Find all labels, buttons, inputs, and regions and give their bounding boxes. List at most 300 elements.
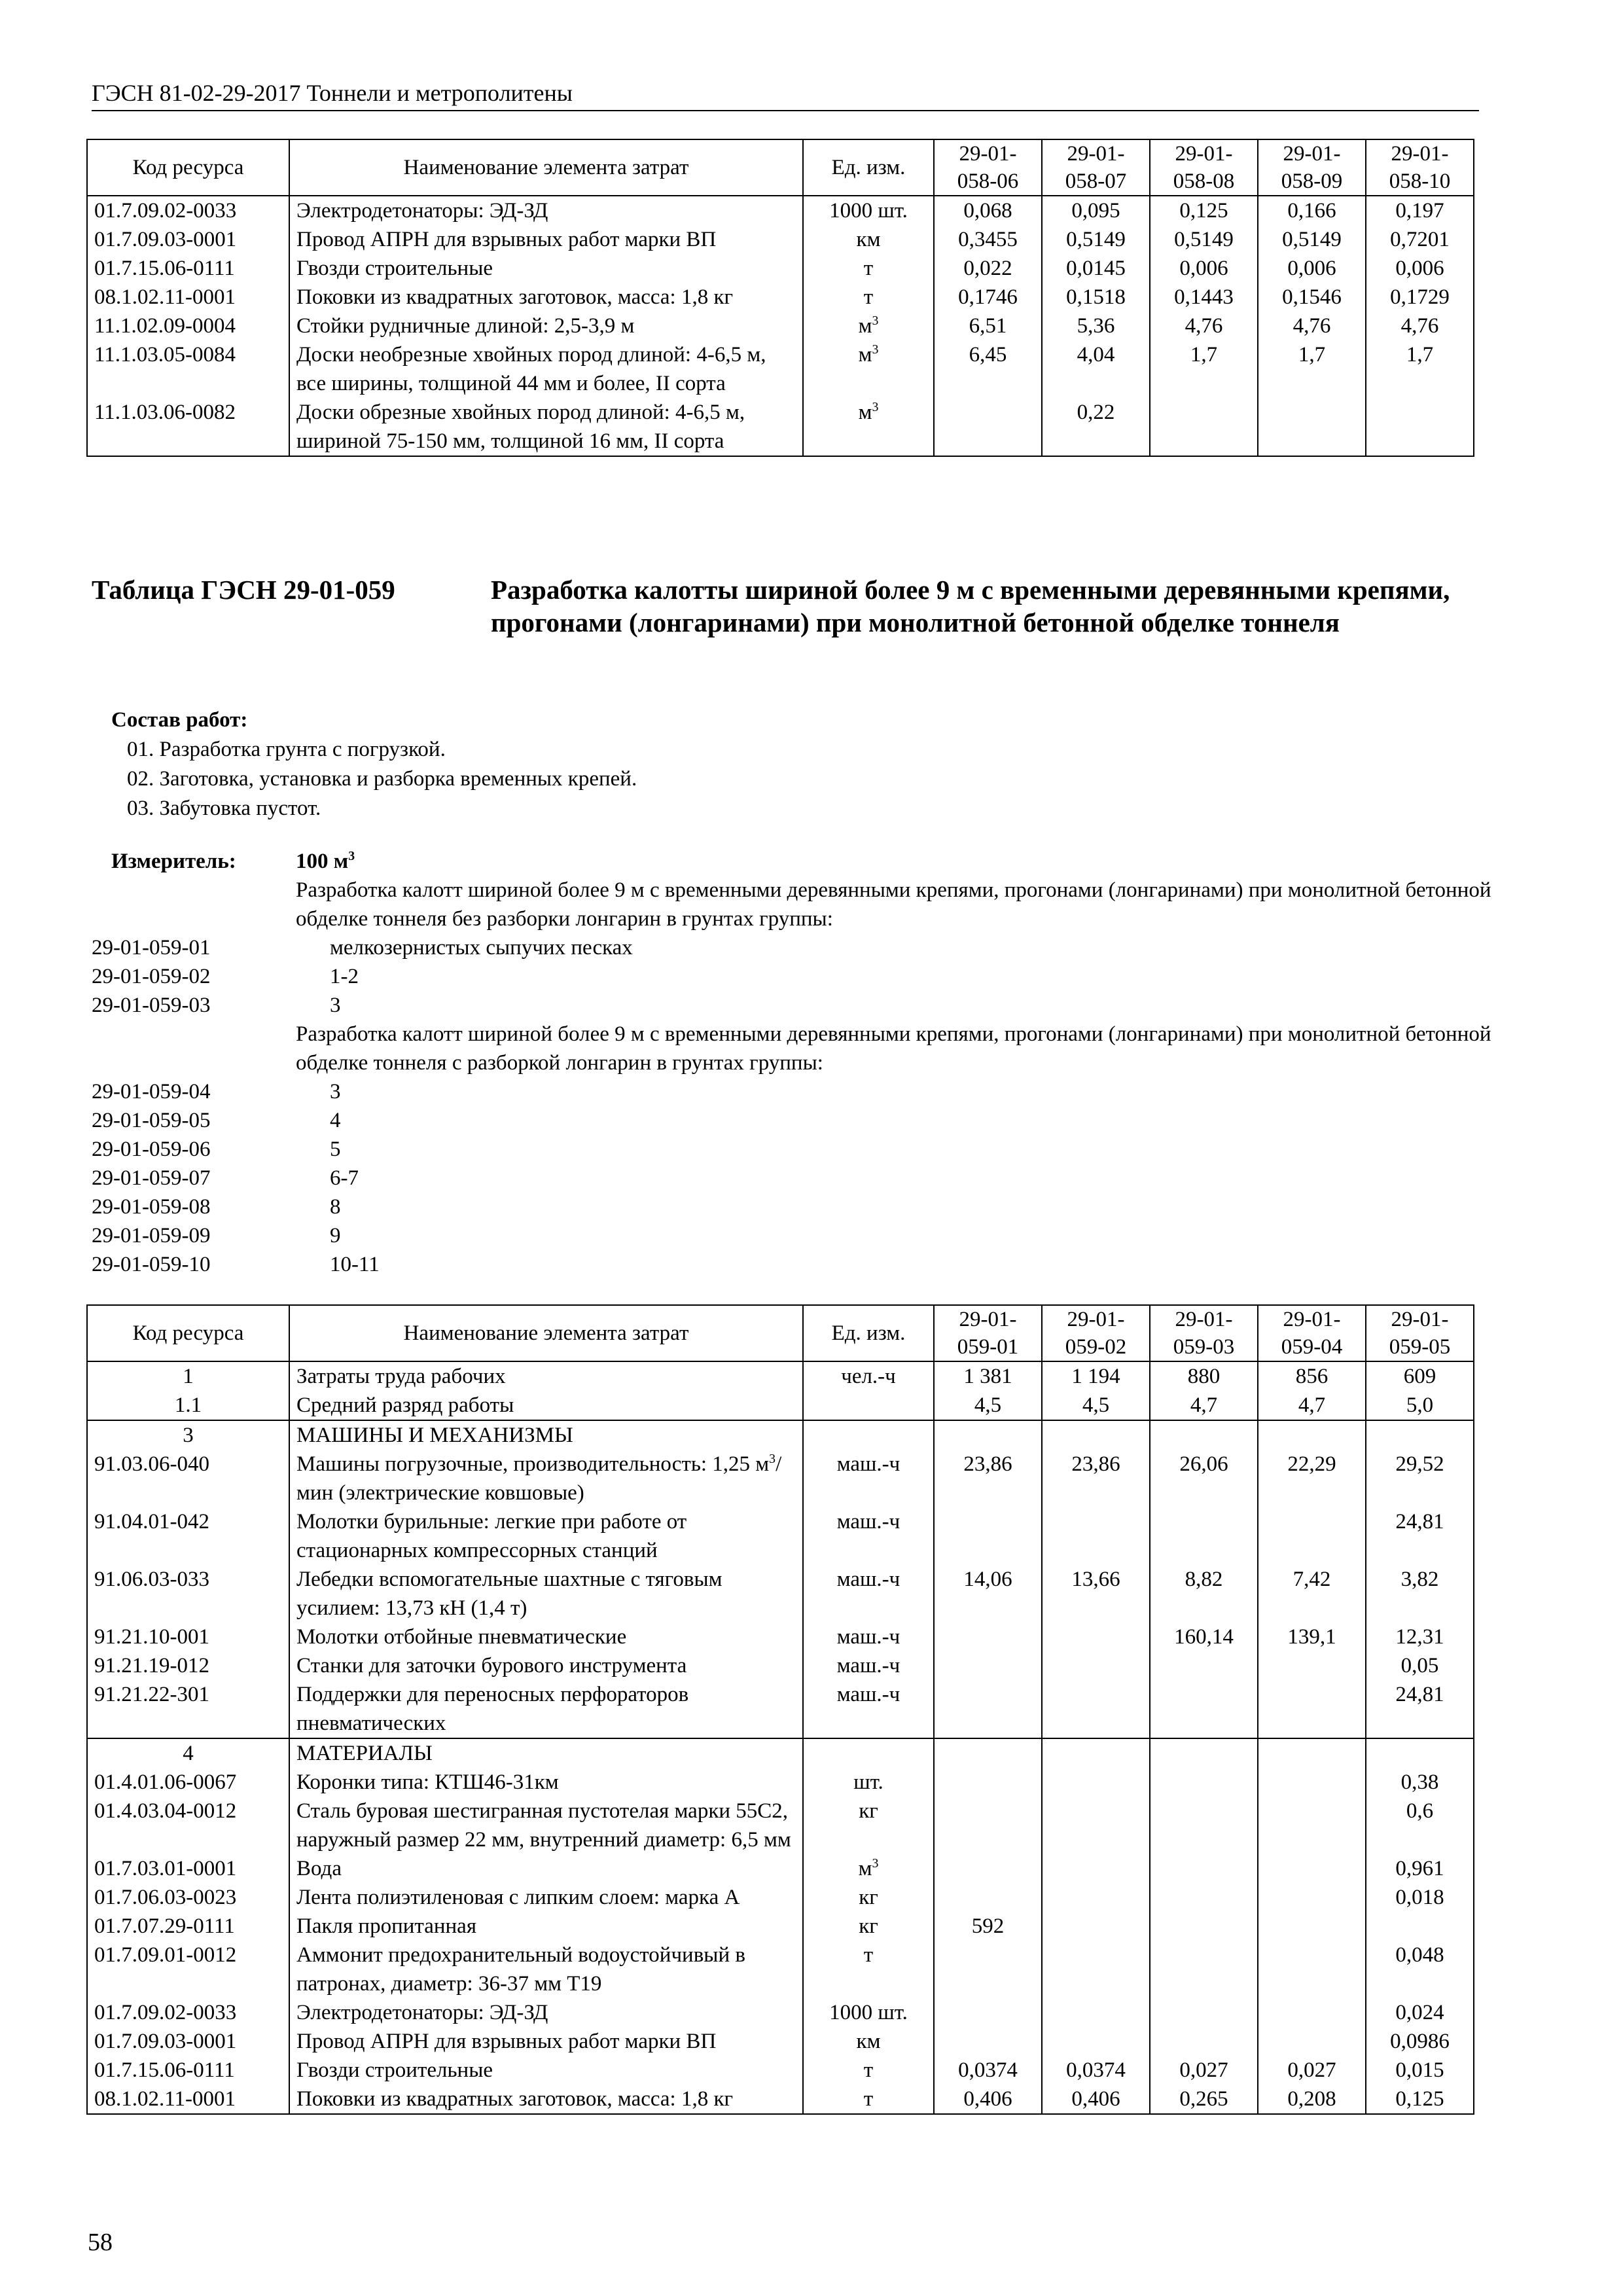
norm-list-item: [92, 933, 1499, 962]
cell-value: 0,1518: [1042, 283, 1150, 312]
cell-value: [1258, 1797, 1366, 1854]
cell-code: 91.06.03-033: [87, 1565, 289, 1623]
cell-value: 0,265: [1150, 2085, 1258, 2114]
cell-value: [1150, 1738, 1258, 1768]
cell-code: 08.1.02.11-0001: [87, 2085, 289, 2114]
table-row: [87, 1565, 1474, 1623]
cell-value: [1258, 1941, 1366, 1998]
cell-value: [934, 1680, 1042, 1738]
cell-unit: маш.-ч: [803, 1507, 934, 1565]
cell-name: Молотки бурильные: легкие при работе от стационарных компрессорных станций: [289, 1507, 803, 1565]
cell-value: [934, 1854, 1042, 1883]
cell-value: 0,006: [1150, 254, 1258, 283]
cell-value: [934, 1623, 1042, 1651]
cell-name: Провод АПРН для взрывных работ марки ВП: [289, 225, 803, 254]
cell-code: 91.03.06-040: [87, 1450, 289, 1507]
table-row: [87, 1768, 1474, 1797]
cell-value: [934, 1941, 1042, 1998]
cell-code: 1.1: [87, 1391, 289, 1420]
cell-value: 0,197: [1366, 196, 1474, 225]
cell-value: [1150, 2027, 1258, 2056]
cell-name: Стойки рудничные длиной: 2,5-3,9 м: [289, 312, 803, 340]
cell-code: 3: [87, 1420, 289, 1450]
norm-group: 6-7: [330, 1166, 359, 1190]
cell-code: 4: [87, 1738, 289, 1768]
table-row: [87, 1391, 1474, 1420]
cell-name: Аммонит предохранительный водоустойчивый в патронах, диаметр: 36-37 мм Т19: [289, 1941, 803, 1998]
cell-value: [1150, 1680, 1258, 1738]
cell-code: 08.1.02.11-0001: [87, 283, 289, 312]
cell-value: 3,82: [1366, 1565, 1474, 1623]
cell-code: 11.1.03.06-0082: [87, 398, 289, 456]
cell-value: [1258, 1912, 1366, 1941]
cell-code: 01.7.09.01-0012: [87, 1941, 289, 1998]
table-row: [87, 1450, 1474, 1507]
table-row: [87, 1361, 1474, 1391]
cell-unit: шт.: [803, 1768, 934, 1797]
col-header-unit: Ед. изм.: [803, 139, 934, 196]
cell-value: [934, 1768, 1042, 1797]
cell-value: [1042, 1738, 1150, 1768]
cell-value: 0,05: [1366, 1651, 1474, 1680]
cell-value: [1042, 1797, 1150, 1854]
work-composition-heading: Состав работ:: [111, 708, 248, 732]
cell-value: 0,208: [1258, 2085, 1366, 2114]
work-composition: [111, 706, 637, 823]
cell-value: 4,7: [1258, 1391, 1366, 1420]
col-header-norm: 29-01- 059-02: [1042, 1305, 1150, 1361]
cell-unit: т: [803, 283, 934, 312]
cell-value: 0,125: [1366, 2085, 1474, 2114]
col-header-norm: 29-01- 059-01: [934, 1305, 1042, 1361]
cell-value: [934, 1507, 1042, 1565]
cell-unit: км: [803, 2027, 934, 2056]
resource-table-059: [86, 1304, 1474, 2115]
cell-unit: маш.-ч: [803, 1450, 934, 1507]
cell-unit: маш.-ч: [803, 1565, 934, 1623]
cell-value: 0,068: [934, 196, 1042, 225]
norm-code: 29-01-059-06: [92, 1138, 211, 1161]
table-row: [87, 1680, 1474, 1738]
cell-value: 0,022: [934, 254, 1042, 283]
norm-code: 29-01-059-09: [92, 1224, 211, 1247]
cell-name: МАШИНЫ И МЕХАНИЗМЫ: [289, 1420, 803, 1450]
cell-value: [1150, 1941, 1258, 1998]
cell-unit: $м^3$: [803, 398, 934, 456]
col-header-norm: 29-01- 059-04: [1258, 1305, 1366, 1361]
cell-value: 5,0: [1366, 1391, 1474, 1420]
cell-unit: т: [803, 254, 934, 283]
norm-code: 29-01-059-05: [92, 1109, 211, 1132]
col-header-code: Код ресурса: [87, 139, 289, 196]
norm-group: 5: [330, 1138, 341, 1161]
cell-value: 4,76: [1150, 312, 1258, 340]
cell-value: 4,76: [1366, 312, 1474, 340]
cell-unit: 1000 шт.: [803, 196, 934, 225]
table-row: [87, 196, 1474, 225]
cell-name: Станки для заточки бурового инструмента: [289, 1651, 803, 1680]
cell-value: 0,015: [1366, 2056, 1474, 2085]
cell-unit: маш.-ч: [803, 1623, 934, 1651]
norm-code: 29-01-059-02: [92, 965, 211, 988]
cell-name: Поковки из квадратных заготовок, масса: 1,8 кг: [289, 283, 803, 312]
cell-name: Электродетонаторы: ЭД-ЗД: [289, 196, 803, 225]
cell-code: 01.7.15.06-0111: [87, 2056, 289, 2085]
cell-value: [1042, 1623, 1150, 1651]
cell-value: 592: [934, 1912, 1042, 1941]
work-item: 02. Заготовка, установка и разборка временных крепей.: [127, 767, 637, 791]
cell-name: МАТЕРИАЛЫ: [289, 1738, 803, 1768]
cell-unit: кг: [803, 1883, 934, 1912]
cell-value: 1,7: [1150, 340, 1258, 398]
cell-value: 1,7: [1366, 340, 1474, 398]
col-header-unit: Ед. изм.: [803, 1305, 934, 1361]
cell-value: [1258, 1420, 1366, 1450]
cell-value: 12,31: [1366, 1623, 1474, 1651]
cell-value: 0,095: [1042, 196, 1150, 225]
table-row: [87, 1797, 1474, 1854]
cell-value: 4,5: [1042, 1391, 1150, 1420]
cell-value: 0,006: [1258, 254, 1366, 283]
running-header: ГЭСН 81-02-29-2017 Тоннели и метрополитены: [92, 77, 1479, 111]
cell-name: Поддержки для переносных перфораторов пневматических: [289, 1680, 803, 1738]
cell-value: 0,5149: [1258, 225, 1366, 254]
cell-value: 0,22: [1042, 398, 1150, 456]
cell-value: [934, 398, 1042, 456]
cell-value: 4,04: [1042, 340, 1150, 398]
cell-value: 0,1746: [934, 283, 1042, 312]
cell-unit: т: [803, 1941, 934, 1998]
cell-code: 01.7.03.01-0001: [87, 1854, 289, 1883]
col-header-code: Код ресурса: [87, 1305, 289, 1361]
cell-value: 29,52: [1366, 1450, 1474, 1507]
cell-code: 91.21.19-012: [87, 1651, 289, 1680]
measure-unit: 100 $м^3$: [296, 849, 355, 873]
col-header-norm: 29-01- 059-03: [1150, 1305, 1258, 1361]
cell-value: 609: [1366, 1361, 1474, 1391]
cell-unit: [803, 1420, 934, 1450]
cell-value: [1258, 1998, 1366, 2027]
cell-code: 01.7.09.03-0001: [87, 225, 289, 254]
norm-group: 3: [330, 1080, 341, 1103]
table-row: [87, 312, 1474, 340]
cell-value: [1150, 1854, 1258, 1883]
cell-name: Доски обрезные хвойных пород длиной: 4-6,5 м, шириной 75-150 мм, толщиной 16 мм, II сорта: [289, 398, 803, 456]
cell-value: 856: [1258, 1361, 1366, 1391]
norm-list-item: [92, 1135, 1499, 1164]
cell-value: [1042, 1651, 1150, 1680]
table-row: [87, 1912, 1474, 1941]
norm-list-item: [92, 991, 1499, 1020]
norm-group: 1-2: [330, 965, 359, 988]
cell-unit: $м^3$: [803, 312, 934, 340]
col-header-norm: 29-01- 058-07: [1042, 139, 1150, 196]
cell-value: 23,86: [1042, 1450, 1150, 1507]
cell-value: [1366, 1738, 1474, 1768]
cell-value: 1 381: [934, 1361, 1042, 1391]
work-item: 01. Разработка грунта с погрузкой.: [127, 738, 446, 761]
cell-value: [1258, 398, 1366, 456]
cell-value: [1042, 1680, 1150, 1738]
cell-value: 0,0374: [1042, 2056, 1150, 2085]
cell-unit: 1000 шт.: [803, 1998, 934, 2027]
cell-code: 01.7.09.02-0033: [87, 1998, 289, 2027]
measure-group-description: Разработка калотт шириной более 9 м с временными деревянными крепями, прогонами (лонгаринами) при монолитной бетонной обделке тоннеля с разборкой лонгарин в грунтах группы:: [296, 1022, 1491, 1075]
cell-value: [934, 1738, 1042, 1768]
norm-group: 4: [330, 1109, 341, 1132]
col-header-norm: 29-01- 059-05: [1366, 1305, 1474, 1361]
cell-name: Вода: [289, 1854, 803, 1883]
cell-value: [1258, 1507, 1366, 1565]
cell-name: Машины погрузочные, производительность: 1,25 $м^3$/мин (электрические ковшовые): [289, 1450, 803, 1507]
cell-value: [1150, 1420, 1258, 1450]
table-row: [87, 340, 1474, 398]
cell-value: 0,1546: [1258, 283, 1366, 312]
cell-unit: км: [803, 225, 934, 254]
cell-value: [1042, 1998, 1150, 2027]
cell-value: 4,5: [934, 1391, 1042, 1420]
cell-value: 0,7201: [1366, 225, 1474, 254]
work-item: 03. Забутовка пустот.: [127, 797, 321, 820]
cell-code: 91.21.22-301: [87, 1680, 289, 1738]
cell-value: 4,76: [1258, 312, 1366, 340]
norm-group: 8: [330, 1195, 341, 1219]
cell-value: [1042, 2027, 1150, 2056]
cell-value: [1258, 1651, 1366, 1680]
cell-value: [1042, 1420, 1150, 1450]
cell-code: 11.1.02.09-0004: [87, 312, 289, 340]
cell-value: 0,1443: [1150, 283, 1258, 312]
measure-label: Измеритель:: [111, 850, 236, 873]
norm-code: 29-01-059-08: [92, 1195, 211, 1219]
cell-value: [1366, 1420, 1474, 1450]
cell-value: 6,51: [934, 312, 1042, 340]
cell-value: [1150, 1912, 1258, 1941]
col-header-name: Наименование элемента затрат: [289, 1305, 803, 1361]
cell-unit: чел.-ч: [803, 1361, 934, 1391]
cell-name: Лента полиэтиленовая с липким слоем: марка А: [289, 1883, 803, 1912]
cell-value: 0,961: [1366, 1854, 1474, 1883]
cell-value: 8,82: [1150, 1565, 1258, 1623]
cell-value: 5,36: [1042, 312, 1150, 340]
measurement-block: [92, 847, 1499, 1279]
cell-value: [934, 1883, 1042, 1912]
norm-code: 29-01-059-04: [92, 1080, 211, 1103]
cell-value: [1042, 1768, 1150, 1797]
table-row: [87, 1651, 1474, 1680]
table-row: [87, 1941, 1474, 1998]
col-header-norm: 29-01- 058-10: [1366, 139, 1474, 196]
cell-unit: маш.-ч: [803, 1651, 934, 1680]
cell-value: 0,0145: [1042, 254, 1150, 283]
cell-value: [1042, 1507, 1150, 1565]
col-header-norm: 29-01- 058-09: [1258, 139, 1366, 196]
norm-list-item: [92, 1193, 1499, 1221]
cell-value: 23,86: [934, 1450, 1042, 1507]
norm-code: 29-01-059-01: [92, 936, 211, 960]
table-row: [87, 254, 1474, 283]
cell-code: 01.7.15.06-0111: [87, 254, 289, 283]
cell-value: 0,0986: [1366, 2027, 1474, 2056]
resource-table-058: [86, 139, 1474, 457]
cell-unit: т: [803, 2056, 934, 2085]
cell-value: 139,1: [1258, 1623, 1366, 1651]
cell-value: [1150, 1651, 1258, 1680]
col-header-norm: 29-01- 058-08: [1150, 139, 1258, 196]
cell-code: 01.7.09.02-0033: [87, 196, 289, 225]
cell-value: 0,018: [1366, 1883, 1474, 1912]
cell-value: [1042, 1854, 1150, 1883]
table-row: [87, 283, 1474, 312]
cell-value: [1366, 1912, 1474, 1941]
table-row: [87, 1998, 1474, 2027]
cell-value: [934, 1797, 1042, 1854]
cell-code: 1: [87, 1361, 289, 1391]
cell-value: [1042, 1883, 1150, 1912]
cell-value: 24,81: [1366, 1680, 1474, 1738]
section-row: [87, 1738, 1474, 1768]
cell-name: Провод АПРН для взрывных работ марки ВП: [289, 2027, 803, 2056]
cell-name: Гвозди строительные: [289, 2056, 803, 2085]
table-row: [87, 1883, 1474, 1912]
cell-name: Затраты труда рабочих: [289, 1361, 803, 1391]
cell-value: [934, 1420, 1042, 1450]
cell-code: 01.4.01.06-0067: [87, 1768, 289, 1797]
cell-value: 26,06: [1150, 1450, 1258, 1507]
cell-value: 0,048: [1366, 1941, 1474, 1998]
cell-code: 01.7.06.03-0023: [87, 1883, 289, 1912]
norm-list-item: [92, 1250, 1499, 1279]
cell-unit: [803, 1391, 934, 1420]
cell-value: 0,5149: [1150, 225, 1258, 254]
table-row: [87, 398, 1474, 456]
cell-value: 0,024: [1366, 1998, 1474, 2027]
table-row: [87, 2027, 1474, 2056]
cell-value: [1150, 1998, 1258, 2027]
norm-list-item: [92, 1221, 1499, 1250]
norm-code: 29-01-059-07: [92, 1166, 211, 1190]
table-row: [87, 2085, 1474, 2114]
cell-value: [934, 1998, 1042, 2027]
cell-value: 160,14: [1150, 1623, 1258, 1651]
cell-value: 880: [1150, 1361, 1258, 1391]
table-row: [87, 1623, 1474, 1651]
cell-value: 0,38: [1366, 1768, 1474, 1797]
cell-code: 91.04.01-042: [87, 1507, 289, 1565]
norm-code: 29-01-059-03: [92, 994, 211, 1017]
cell-value: 0,166: [1258, 196, 1366, 225]
norm-list-item: [92, 1077, 1499, 1106]
cell-value: [1042, 1941, 1150, 1998]
cell-value: [1258, 1738, 1366, 1768]
table-header-row: [87, 139, 1474, 196]
cell-code: 91.21.10-001: [87, 1623, 289, 1651]
cell-value: [1150, 1797, 1258, 1854]
norm-group: 3: [330, 994, 341, 1017]
cell-value: 24,81: [1366, 1507, 1474, 1565]
cell-value: 22,29: [1258, 1450, 1366, 1507]
cell-value: [1150, 1507, 1258, 1565]
cell-unit: $м^3$: [803, 340, 934, 398]
cell-value: 0,125: [1150, 196, 1258, 225]
table-row: [87, 225, 1474, 254]
cell-value: 0,027: [1258, 2056, 1366, 2085]
cell-value: [1258, 1680, 1366, 1738]
cell-unit: кг: [803, 1912, 934, 1941]
cell-value: 0,1729: [1366, 283, 1474, 312]
cell-value: 0,006: [1366, 254, 1474, 283]
cell-name: Коронки типа: КТШ46-31км: [289, 1768, 803, 1797]
cell-value: [1150, 398, 1258, 456]
cell-unit: кг: [803, 1797, 934, 1854]
norm-list-item: [92, 962, 1499, 991]
cell-value: [1258, 1768, 1366, 1797]
measure-group-description: Разработка калотт шириной более 9 м с временными деревянными крепями, прогонами (лонгаринами) при монолитной бетонной обделке тоннеля без разборки лонгарин в грунтах группы:: [296, 878, 1491, 931]
cell-value: [1150, 1768, 1258, 1797]
norm-code: 29-01-059-10: [92, 1253, 211, 1276]
table-code-title: Таблица ГЭСН 29-01-059: [92, 575, 395, 605]
page-number: 58: [88, 2229, 113, 2256]
cell-unit: $м^3$: [803, 1854, 934, 1883]
cell-value: [934, 2027, 1042, 2056]
cell-value: 4,7: [1150, 1391, 1258, 1420]
cell-unit: маш.-ч: [803, 1680, 934, 1738]
cell-name: Доски необрезные хвойных пород длиной: 4-6,5 м, все ширины, толщиной 44 мм и более, II сорта: [289, 340, 803, 398]
norm-group: 9: [330, 1224, 341, 1247]
cell-value: 7,42: [1258, 1565, 1366, 1623]
cell-name: Электродетонаторы: ЭД-ЗД: [289, 1998, 803, 2027]
section-row: [87, 1420, 1474, 1450]
cell-name: Пакля пропитанная: [289, 1912, 803, 1941]
cell-value: [1258, 2027, 1366, 2056]
cell-value: 1,7: [1258, 340, 1366, 398]
col-header-name: Наименование элемента затрат: [289, 139, 803, 196]
cell-value: 0,406: [1042, 2085, 1150, 2114]
col-header-norm: 29-01- 058-06: [934, 139, 1042, 196]
cell-name: Сталь буровая шестигранная пустотелая марки 55С2, наружный размер 22 мм, внутренний диаметр: 6,5 мм: [289, 1797, 803, 1854]
cell-name: Лебедки вспомогательные шахтные с тяговым усилием: 13,73 кН (1,4 т): [289, 1565, 803, 1623]
norm-group: мелкозернистых сыпучих песках: [330, 936, 633, 960]
cell-value: 0,406: [934, 2085, 1042, 2114]
table-subtitle: Разработка калотты шириной более 9 м с временными деревянными крепями, прогонами (лонгаринами) при монолитной бетонной обделке тоннеля: [491, 575, 1450, 637]
table-row: [87, 1854, 1474, 1883]
cell-value: 1 194: [1042, 1361, 1150, 1391]
table-row: [87, 1507, 1474, 1565]
cell-value: [934, 1651, 1042, 1680]
cell-name: Молотки отбойные пневматические: [289, 1623, 803, 1651]
cell-value: [1258, 1883, 1366, 1912]
cell-code: 01.7.09.03-0001: [87, 2027, 289, 2056]
cell-value: [1366, 398, 1474, 456]
cell-value: [1042, 1912, 1150, 1941]
cell-name: Средний разряд работы: [289, 1391, 803, 1420]
cell-value: 14,06: [934, 1565, 1042, 1623]
cell-name: Гвозди строительные: [289, 254, 803, 283]
cell-value: [1150, 1883, 1258, 1912]
cell-value: 13,66: [1042, 1565, 1150, 1623]
norm-group: 10-11: [330, 1253, 380, 1276]
cell-code: 01.7.07.29-0111: [87, 1912, 289, 1941]
cell-unit: [803, 1738, 934, 1768]
norm-list-item: [92, 1164, 1499, 1193]
cell-value: 0,6: [1366, 1797, 1474, 1854]
table-row: [87, 2056, 1474, 2085]
cell-value: 0,0374: [934, 2056, 1042, 2085]
norm-list-item: [92, 1106, 1499, 1135]
cell-unit: т: [803, 2085, 934, 2114]
cell-code: 11.1.03.05-0084: [87, 340, 289, 398]
cell-value: 0,027: [1150, 2056, 1258, 2085]
